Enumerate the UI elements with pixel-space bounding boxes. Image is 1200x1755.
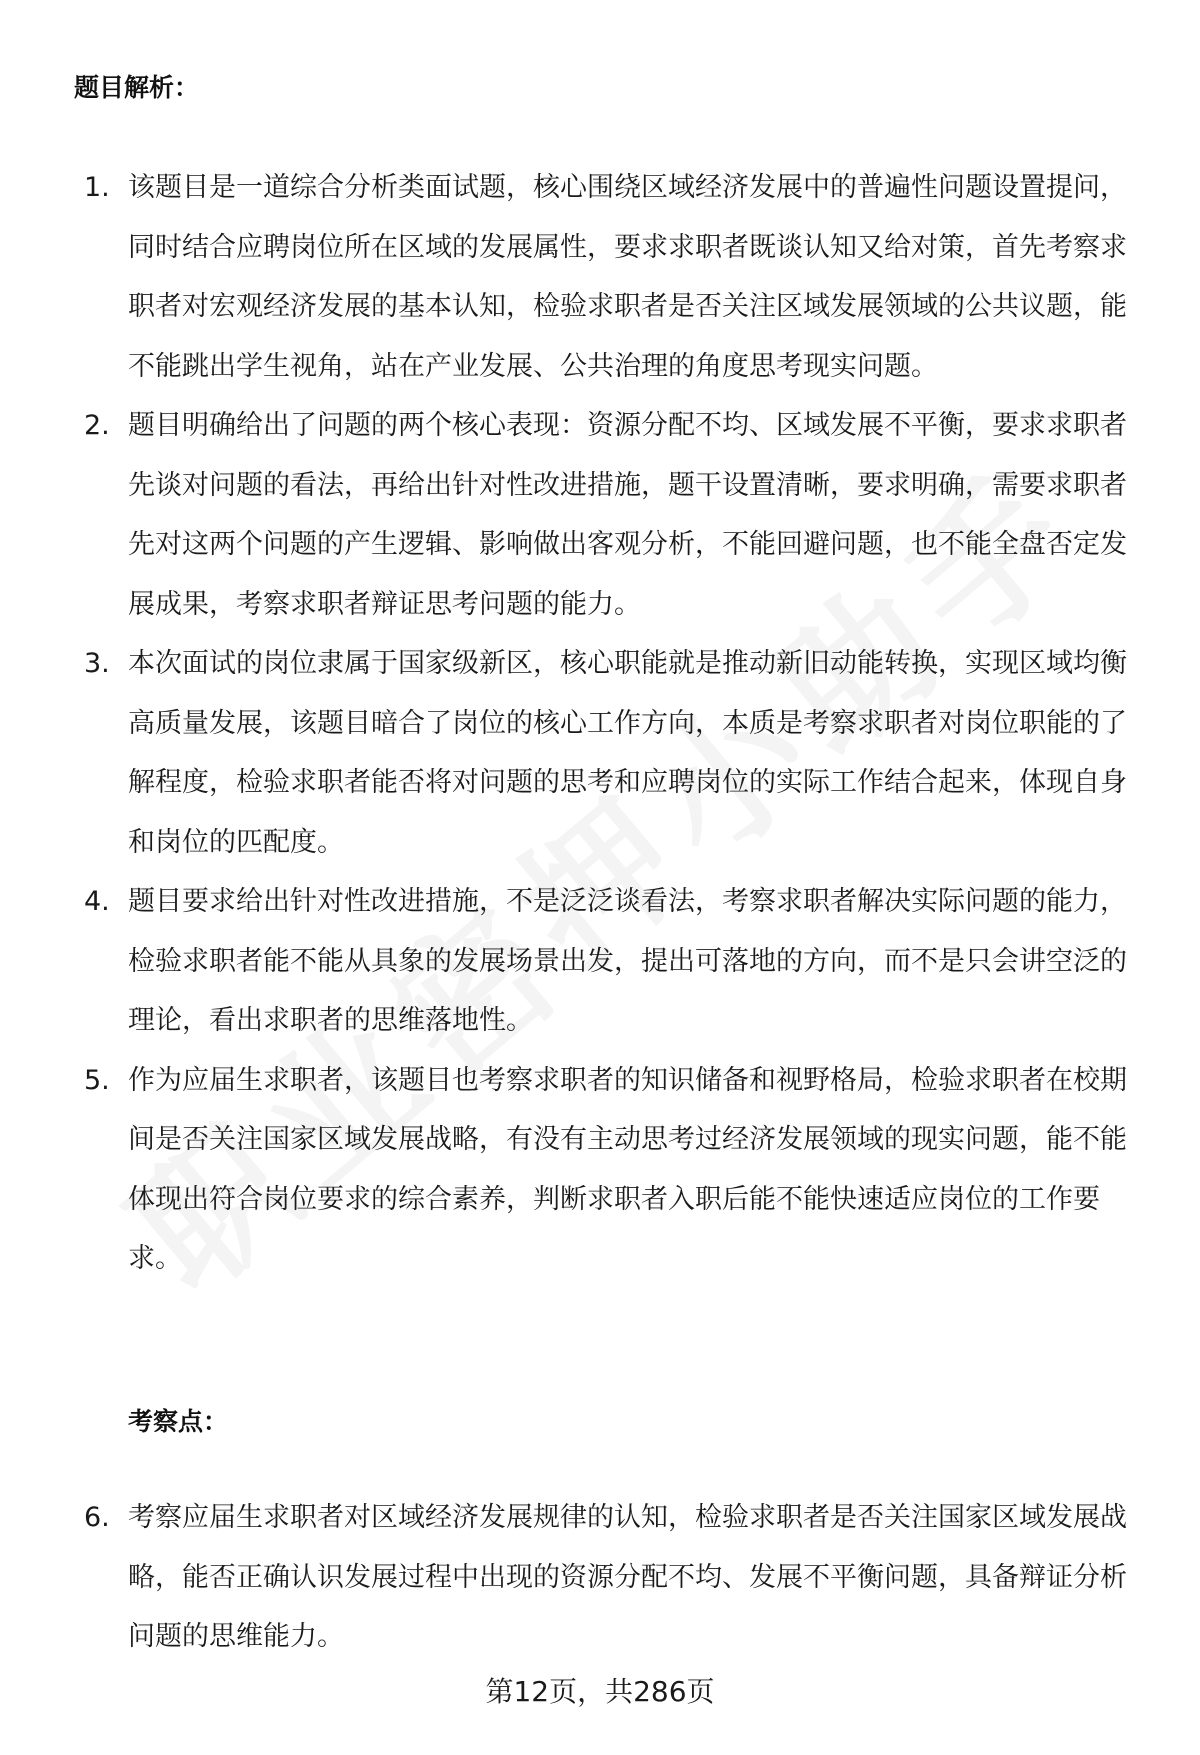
list-item-number: 3. bbox=[84, 648, 110, 679]
list-item-text: 作为应届生求职者，该题目也考察求职者的知识储备和视野格局，检验求职者在校期间是否关注国家区域发展战略，有没有主动思考过经济发展领域的现实问题，能不能体现出符合岗位要求的综合素养，判断求职者入职后能不能快速适应岗位的工作要求。 bbox=[128, 1064, 1127, 1274]
list-item bbox=[0, 396, 1142, 634]
list-item-number: 2. bbox=[84, 410, 110, 441]
list-item bbox=[0, 1488, 1142, 1667]
analysis-list bbox=[0, 158, 1200, 1289]
list-item-text: 该题目是一道综合分析类面试题，核心围绕区域经济发展中的普遍性问题设置提问，同时结合应聘岗位所在区域的发展属性，要求求职者既谈认知又给对策，首先考察求职者对宏观经济发展的基本认知，检验求职者是否关注区域发展领域的公共议题，能不能跳出学生视角，站在产业发展、公共治理的角度思考现实问题。 bbox=[128, 172, 1127, 382]
list-item-number: 4. bbox=[84, 886, 110, 917]
page-number: 第12页，共286页 bbox=[485, 1675, 715, 1708]
list-item bbox=[0, 158, 1142, 396]
list-item-text: 考察应届生求职者对区域经济发展规律的认知，检验求职者是否关注国家区域发展战略，能否正确认识发展过程中出现的资源分配不均、发展不平衡问题，具备辩证分析问题的思维能力。 bbox=[128, 1502, 1127, 1652]
list-item bbox=[0, 872, 1142, 1051]
points-list bbox=[0, 1488, 1200, 1667]
list-item bbox=[0, 634, 1142, 872]
list-item bbox=[0, 1051, 1142, 1289]
list-item-number: 5. bbox=[84, 1064, 110, 1096]
list-item-text: 题目明确给出了问题的两个核心表现：资源分配不均、区域发展不平衡，要求求职者先谈对问题的看法，再给出针对性改进措施，题干设置清晰，要求明确，需要求职者先对这两个问题的产生逻辑、影响做出客观分析，不能回避问题，也不能全盘否定发展成果，考察求职者辩证思考问题的能力。 bbox=[128, 410, 1127, 620]
list-item-text: 本次面试的岗位隶属于国家级新区，核心职能就是推动新旧动能转换，实现区域均衡高质量发展，该题目暗合了岗位的核心工作方向，本质是考察求职者对岗位职能的了解程度，检验求职者能否将对问题的思考和应聘岗位的实际工作结合起来，体现自身和岗位的匹配度。 bbox=[128, 648, 1127, 858]
section-heading-points: 考察点： bbox=[128, 1407, 229, 1436]
list-item-text: 题目要求给出针对性改进措施，不是泛泛谈看法，考察求职者解决实际问题的能力，检验求职者能不能从具象的发展场景出发，提出可落地的方向，而不是只会讲空泛的理论，看出求职者的思维落地性。 bbox=[128, 886, 1127, 1036]
section-heading-analysis: 题目解析： bbox=[74, 73, 200, 102]
list-item-number: 1. bbox=[84, 172, 110, 203]
list-item-number: 6. bbox=[84, 1502, 110, 1533]
